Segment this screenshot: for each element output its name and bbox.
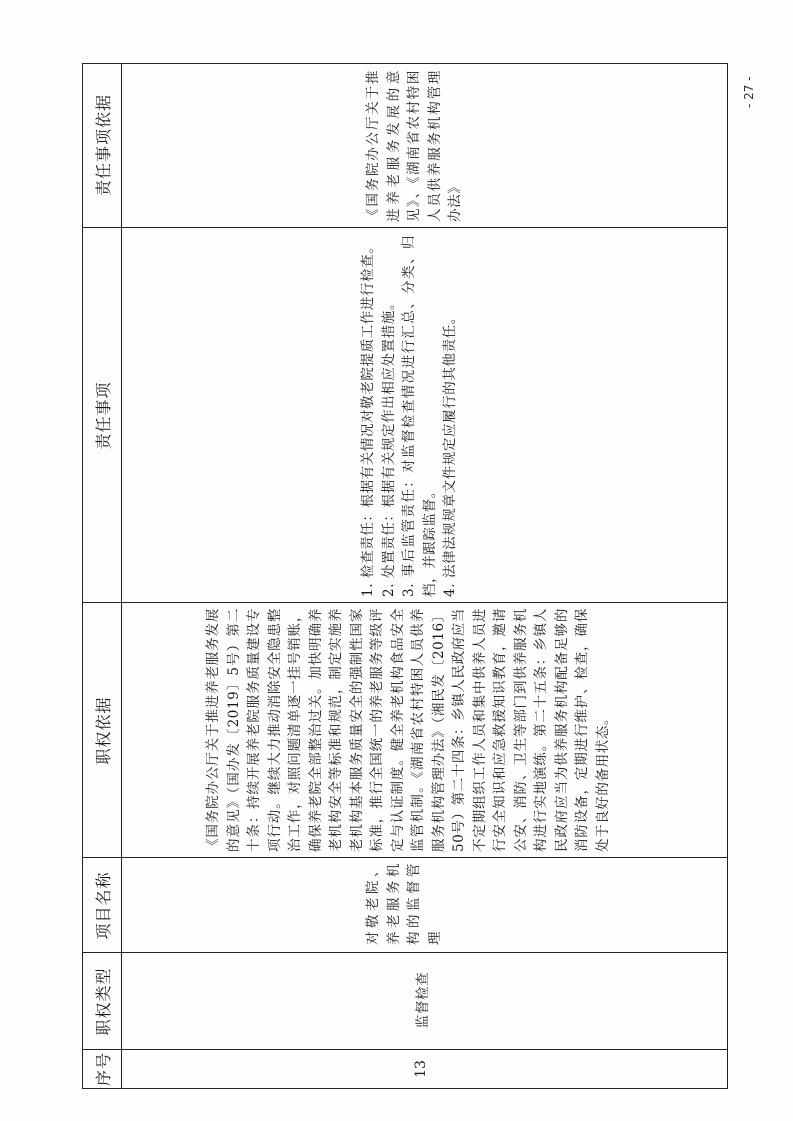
header-seq: 序号 — [93, 1052, 113, 1087]
page-number: - 27 - — [742, 76, 756, 108]
col-divider — [83, 227, 727, 228]
duty-item: 3. 事后监管责任：对监督检查情况进行汇总、分类、归档，并跟踪监督。 — [401, 235, 438, 597]
header-item-name: 项目名称 — [93, 871, 113, 940]
row-power-type: 监督检查 — [415, 971, 431, 1029]
duty-item: 1. 检查责任：根据有关情况对敬老院提质工作进行检查。 — [360, 239, 376, 597]
row-duties — [358, 235, 461, 597]
duty-item: 4. 法律法规规章文件规定应履行的其他责任。 — [442, 310, 458, 597]
row-item-name: 对敬老院、养老服务机构的监督管理 — [365, 863, 443, 945]
row-seq: 13 — [413, 1060, 429, 1078]
header-duty-basis: 责任事项依据 — [93, 94, 113, 197]
header-basis: 职权依据 — [93, 696, 113, 765]
col-divider — [83, 952, 727, 953]
rotated-landscape-content — [82, 63, 728, 1089]
col-divider — [83, 602, 727, 603]
col-divider — [83, 1049, 727, 1050]
row-duty-basis: 《国务院办公厅关于推进养老服务发展的意见》、《湖南省农村特困人员供养服务机构管理办法》 — [365, 70, 463, 222]
header-duties: 责任事项 — [93, 381, 113, 450]
duty-item: 2. 处置责任：根据有关规定作出相应处置措施。 — [380, 296, 397, 597]
header-divider — [121, 64, 122, 1088]
row-basis: 《国务院办公厅关于推进养老服务发展的意见》（国办发〔2019〕5号）第二十条：持续开展养老院服务质量建设专项行动。继续大力推动消除安全隐患整治工作，对照问题清单逐一挂号销账，确保养老院全部整治过关。加快明确养老机构安全等标准和规范，制定实施养老机构基本服务质量安全的强制性国家标准，推行全国统一的养老服务等级评定与认证制度。健全养老机构食品安全监管机制。《湖南省农村特困人员供养服务机构管理办法》（湘民发〔2016〕50号）第二十四条：乡镇人民政府应当不定期组织工作人员和集中供养人员进行安全知识和应急救援知识教育，邀请公安、消防、卫生等部门到供养服务机构进行实地演练。第二十五条：乡镇人民政府应当为供养服务机构配备足够的消防设备，定期进行维护、检查，确保处于良好的备用状态。 — [205, 608, 611, 852]
col-divider — [83, 857, 727, 858]
responsibility-table — [82, 63, 728, 1089]
header-power-type: 职权类型 — [93, 967, 113, 1036]
